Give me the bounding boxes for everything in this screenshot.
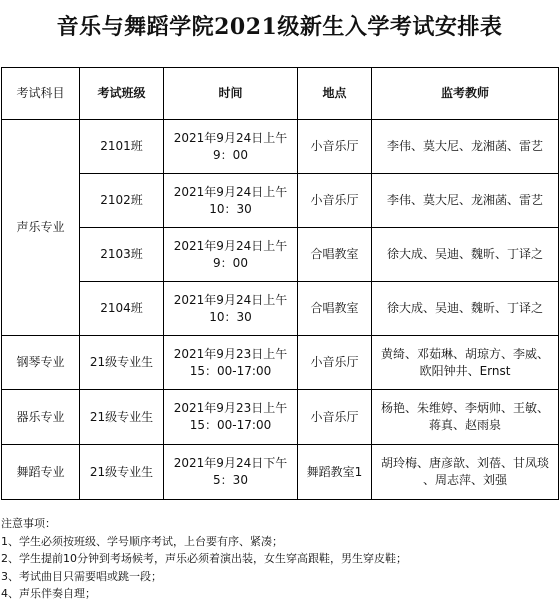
table-row: [2, 390, 559, 445]
note-item: 3、考试曲目只需要唱或跳一段；: [1, 569, 162, 583]
time-cell: 2021年9月24日下午 5：30: [164, 445, 298, 500]
proctors-cell: 杨艳、朱维婷、李炳帅、王敏、 蒋真、赵雨泉: [372, 390, 559, 445]
table-row: [2, 445, 559, 500]
class-cell: 21级专业生: [80, 336, 164, 390]
table-row: [2, 174, 559, 228]
class-cell: 2102班: [80, 174, 164, 228]
proctors-cell: 黄绮、邓茹琳、胡琼方、李威、 欧阳钟井、Ernst: [372, 336, 559, 390]
header-subject: 考试科目: [2, 68, 80, 120]
place-cell: 小音乐厅: [298, 336, 372, 390]
table-header-row: [2, 68, 559, 120]
header-place: 地点: [298, 68, 372, 120]
notes-section: [1, 515, 557, 603]
note-item: 2、学生提前10分钟到考场候考，声乐必须着演出装，女生穿高跟鞋，男生穿皮鞋；: [1, 552, 407, 565]
time-cell: 2021年9月23日上午 15：00-17:00: [164, 336, 298, 390]
time-cell: 2021年9月23日上午 15：00-17:00: [164, 390, 298, 445]
place-cell: 合唱教室: [298, 282, 372, 336]
class-cell: 21级专业生: [80, 390, 164, 445]
table-row: [2, 282, 559, 336]
notes-heading: 注意事项：: [1, 517, 56, 530]
place-cell: 舞蹈教室1: [298, 445, 372, 500]
proctors-cell: 胡玲梅、唐彦歆、刘蓓、甘凤琰 、周志萍、刘强: [372, 445, 559, 500]
time-cell: 2021年9月24日上午 9：00: [164, 120, 298, 174]
note-item: 1、学生必须按班级、学号顺序考试，上台要有序、紧凑；: [1, 534, 283, 548]
time-cell: 2021年9月24日上午 10：30: [164, 282, 298, 336]
header-time: 时间: [164, 68, 298, 120]
place-cell: 小音乐厅: [298, 120, 372, 174]
class-cell: 2101班: [80, 120, 164, 174]
note-item: 4、声乐伴奏自理；: [1, 587, 96, 600]
proctors-cell: 李伟、莫大尼、龙湘菡、雷艺: [372, 174, 559, 228]
class-cell: 21级专业生: [80, 445, 164, 500]
subject-cell: 声乐专业: [2, 120, 80, 336]
table-row: [2, 228, 559, 282]
class-cell: 2104班: [80, 282, 164, 336]
subject-cell: 器乐专业: [2, 390, 80, 445]
header-class: 考试班级: [80, 68, 164, 120]
proctors-cell: 徐大成、吴迪、魏昕、丁译之: [372, 228, 559, 282]
header-proctors: 监考教师: [372, 68, 559, 120]
time-cell: 2021年9月24日上午 10：30: [164, 174, 298, 228]
table-row: [2, 336, 559, 390]
time-cell: 2021年9月24日上午 9：00: [164, 228, 298, 282]
place-cell: 小音乐厅: [298, 390, 372, 445]
page-title: 音乐与舞蹈学院2021级新生入学考试安排表: [56, 14, 503, 40]
place-cell: 合唱教室: [298, 228, 372, 282]
exam-schedule-table: [1, 67, 559, 500]
place-cell: 小音乐厅: [298, 174, 372, 228]
subject-cell: 舞蹈专业: [2, 445, 80, 500]
proctors-cell: 李伟、莫大尼、龙湘菡、雷艺: [372, 120, 559, 174]
subject-cell: 钢琴专业: [2, 336, 80, 390]
proctors-cell: 徐大成、吴迪、魏昕、丁译之: [372, 282, 559, 336]
table-row: [2, 120, 559, 174]
class-cell: 2103班: [80, 228, 164, 282]
